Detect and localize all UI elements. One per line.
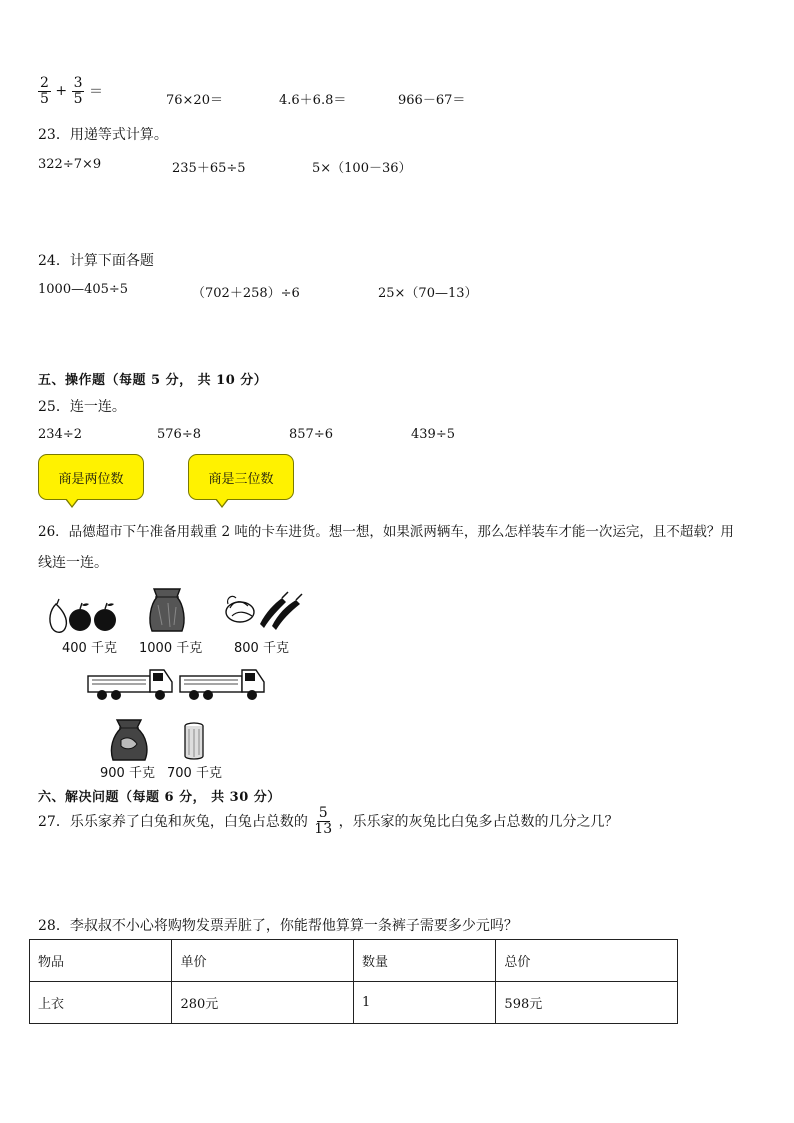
division-expression: 857÷6 — [289, 427, 333, 442]
table-row — [30, 982, 678, 1024]
sack-icon — [146, 585, 188, 635]
question-26-line-1: 26．品德超市下午准备用载重 2 吨的卡车进货。想一想，如果派两辆车，那么怎样装车才能一次运完，且不超载？用 — [38, 524, 734, 540]
question-23-title: 23．用递等式计算。 — [38, 127, 168, 143]
calc-expression: 4.6＋6.8＝ — [279, 93, 347, 108]
table-header-cell: 总价 — [496, 940, 678, 982]
calc-row-1 — [38, 76, 103, 106]
weight-label: 800 千克 — [234, 641, 289, 656]
weight-label: 700 千克 — [167, 766, 222, 781]
q24-expression: 1000—405÷5 — [38, 282, 129, 297]
division-expression: 234÷2 — [38, 427, 82, 442]
question-28-title: 28．李叔叔不小心将购物发票弄脏了，你能帮他算算一条裤子需要多少元吗？ — [38, 918, 518, 934]
question-25-title: 25．连一连。 — [38, 399, 126, 415]
denominator: 5 — [40, 90, 49, 107]
calc-expression: 76×20＝ — [166, 93, 223, 108]
table-header-cell: 单价 — [172, 940, 354, 982]
table-cell: 598元 — [496, 982, 678, 1024]
equals-sign: ＝ — [88, 84, 103, 101]
table-header-row — [30, 940, 678, 982]
question-27-text: 27．乐乐家养了白兔和灰兔，白兔占总数的 — [38, 814, 308, 831]
vegetables-icon — [220, 590, 304, 630]
sack-icon — [107, 718, 153, 762]
fraction — [38, 76, 51, 106]
q24-expression: 25×（70—13） — [378, 286, 478, 301]
weight-label: 1000 千克 — [139, 641, 203, 656]
table-cell: 上衣 — [30, 982, 172, 1024]
q23-expression: 235＋65÷5 — [172, 161, 246, 176]
question-26-line-2: 线连一连。 — [38, 555, 108, 571]
calc-expression: 966－67＝ — [398, 93, 466, 108]
fruit-icon — [46, 598, 120, 634]
question-27-text: ，乐乐家的灰兔比白兔多占总数的几分之几？ — [338, 814, 619, 831]
q23-expression: 5×（100－36） — [312, 161, 412, 176]
weight-label: 400 千克 — [62, 641, 117, 656]
bubble-three-digit-quotient[interactable] — [188, 454, 294, 500]
truck-icon — [178, 664, 268, 704]
table-cell: 1 — [353, 982, 495, 1024]
table-header-cell: 数量 — [353, 940, 495, 982]
weight-label: 900 千克 — [100, 766, 155, 781]
q24-expression: （702＋258）÷6 — [192, 286, 300, 301]
division-expression: 576÷8 — [157, 427, 201, 442]
denominator: 5 — [73, 90, 83, 107]
table-cell: 280元 — [172, 982, 354, 1024]
q23-expression: 322÷7×9 — [38, 157, 102, 172]
bubble-label: 商是三位数 — [208, 471, 274, 487]
barrel-icon — [182, 721, 206, 761]
division-expression: 439÷5 — [411, 427, 455, 442]
bubble-label: 商是两位数 — [58, 471, 124, 487]
denominator: 13 — [314, 820, 333, 837]
bubble-two-digit-quotient[interactable] — [38, 454, 144, 500]
fraction — [312, 806, 334, 836]
plus-sign: + — [55, 83, 68, 100]
table-header-cell: 物品 — [30, 940, 172, 982]
numerator: 2 — [40, 75, 49, 91]
numerator: 3 — [73, 75, 83, 91]
fraction — [72, 76, 85, 106]
section-6-heading: 六、解决问题（每题 6 分， 共 30 分） — [38, 790, 281, 805]
truck-icon — [86, 664, 176, 704]
question-24-title: 24．计算下面各题 — [38, 253, 154, 269]
section-5-heading: 五、操作题（每题 5 分， 共 10 分） — [38, 373, 268, 388]
question-27 — [38, 806, 619, 836]
receipt-table — [29, 939, 678, 1024]
numerator: 5 — [318, 805, 328, 821]
